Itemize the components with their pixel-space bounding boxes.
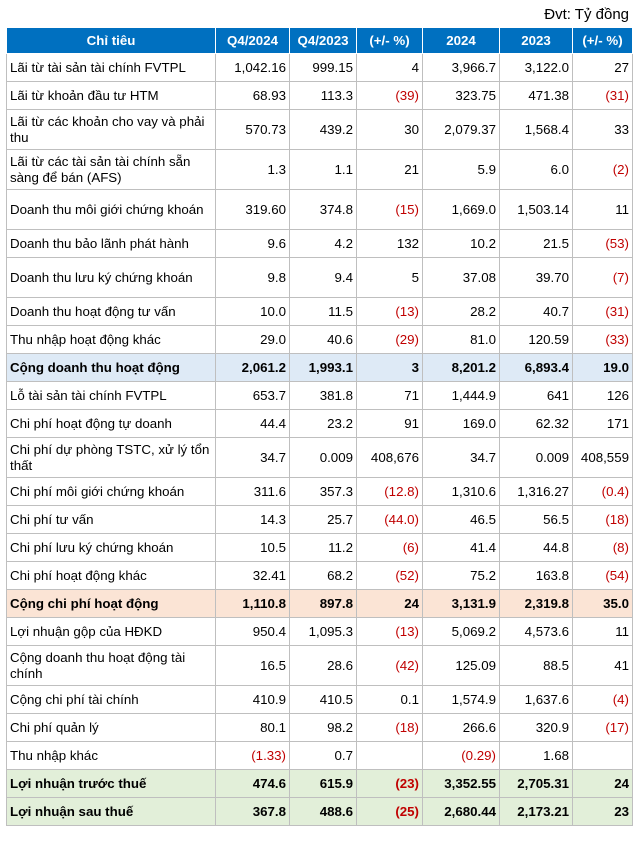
- value-cell: 25.7: [290, 506, 357, 534]
- value-cell: (13): [357, 618, 423, 646]
- value-cell: 40.7: [500, 298, 573, 326]
- value-cell: 3,352.55: [423, 770, 500, 798]
- table-row: [7, 82, 633, 110]
- row-label: Lãi từ các khoản cho vay và phải thu: [7, 110, 216, 150]
- value-cell: 44.4: [216, 410, 290, 438]
- value-cell: 11.5: [290, 298, 357, 326]
- row-label: Lãi từ các tài sản tài chính sẵn sàng để bán (AFS): [7, 150, 216, 190]
- value-cell: 34.7: [423, 438, 500, 478]
- value-cell: (18): [357, 714, 423, 742]
- value-cell: 410.5: [290, 686, 357, 714]
- value-cell: 98.2: [290, 714, 357, 742]
- value-cell: 56.5: [500, 506, 573, 534]
- row-label: Lãi từ khoản đầu tư HTM: [7, 82, 216, 110]
- value-cell: 24: [357, 590, 423, 618]
- header-indicator: Chỉ tiêu: [7, 28, 216, 54]
- value-cell: 8,201.2: [423, 354, 500, 382]
- value-cell: 28.2: [423, 298, 500, 326]
- value-cell: 320.9: [500, 714, 573, 742]
- value-cell: 80.1: [216, 714, 290, 742]
- value-cell: 88.5: [500, 646, 573, 686]
- table-row: [7, 410, 633, 438]
- value-cell: [357, 742, 423, 770]
- value-cell: (33): [573, 326, 633, 354]
- value-cell: 570.73: [216, 110, 290, 150]
- row-label: Chi phí lưu ký chứng khoán: [7, 534, 216, 562]
- value-cell: 32.41: [216, 562, 290, 590]
- value-cell: 897.8: [290, 590, 357, 618]
- table-row: [7, 478, 633, 506]
- table-header-row: [7, 28, 633, 54]
- value-cell: 113.3: [290, 82, 357, 110]
- value-cell: 24: [573, 770, 633, 798]
- header-q4-2024: Q4/2024: [216, 28, 290, 54]
- value-cell: 488.6: [290, 798, 357, 826]
- row-label: Thu nhập hoạt động khác: [7, 326, 216, 354]
- value-cell: 1,310.6: [423, 478, 500, 506]
- row-label: Thu nhập khác: [7, 742, 216, 770]
- value-cell: 410.9: [216, 686, 290, 714]
- value-cell: (12.8): [357, 478, 423, 506]
- table-row: [7, 618, 633, 646]
- value-cell: 2,173.21: [500, 798, 573, 826]
- value-cell: 126: [573, 382, 633, 410]
- table-row: [7, 110, 633, 150]
- table-row: [7, 590, 633, 618]
- table-row: [7, 506, 633, 534]
- value-cell: 641: [500, 382, 573, 410]
- value-cell: 163.8: [500, 562, 573, 590]
- header-q4-2023: Q4/2023: [290, 28, 357, 54]
- value-cell: 68.2: [290, 562, 357, 590]
- value-cell: 132: [357, 230, 423, 258]
- value-cell: 5,069.2: [423, 618, 500, 646]
- table-row: [7, 714, 633, 742]
- value-cell: 1,993.1: [290, 354, 357, 382]
- value-cell: (18): [573, 506, 633, 534]
- value-cell: (6): [357, 534, 423, 562]
- value-cell: 0.009: [290, 438, 357, 478]
- row-label: Chi phí tư vấn: [7, 506, 216, 534]
- row-label: Chi phí hoạt động tự doanh: [7, 410, 216, 438]
- value-cell: 28.6: [290, 646, 357, 686]
- value-cell: 23: [573, 798, 633, 826]
- value-cell: (7): [573, 258, 633, 298]
- value-cell: 1.68: [500, 742, 573, 770]
- value-cell: 1,110.8: [216, 590, 290, 618]
- value-cell: 374.8: [290, 190, 357, 230]
- table-row: [7, 326, 633, 354]
- value-cell: 1.3: [216, 150, 290, 190]
- value-cell: (15): [357, 190, 423, 230]
- row-label: Cộng chi phí hoạt động: [7, 590, 216, 618]
- value-cell: 2,319.8: [500, 590, 573, 618]
- value-cell: 1,669.0: [423, 190, 500, 230]
- value-cell: [573, 742, 633, 770]
- value-cell: 323.75: [423, 82, 500, 110]
- value-cell: 4,573.6: [500, 618, 573, 646]
- value-cell: (25): [357, 798, 423, 826]
- table-row: [7, 798, 633, 826]
- value-cell: 44.8: [500, 534, 573, 562]
- row-label: Chi phí hoạt động khác: [7, 562, 216, 590]
- table-body: [7, 54, 633, 826]
- value-cell: 266.6: [423, 714, 500, 742]
- value-cell: 3,122.0: [500, 54, 573, 82]
- table-row: [7, 258, 633, 298]
- value-cell: 311.6: [216, 478, 290, 506]
- value-cell: 91: [357, 410, 423, 438]
- value-cell: 474.6: [216, 770, 290, 798]
- value-cell: 1,095.3: [290, 618, 357, 646]
- value-cell: (13): [357, 298, 423, 326]
- table-row: [7, 646, 633, 686]
- value-cell: 11: [573, 190, 633, 230]
- value-cell: 2,061.2: [216, 354, 290, 382]
- value-cell: 9.8: [216, 258, 290, 298]
- value-cell: 29.0: [216, 326, 290, 354]
- header-quarter-change: (+/- %): [357, 28, 423, 54]
- unit-label: Đvt: Tỷ đồng: [544, 6, 629, 23]
- value-cell: 19.0: [573, 354, 633, 382]
- value-cell: 3,966.7: [423, 54, 500, 82]
- financial-table: [6, 27, 633, 826]
- value-cell: 0.1: [357, 686, 423, 714]
- value-cell: 3,131.9: [423, 590, 500, 618]
- value-cell: 1,574.9: [423, 686, 500, 714]
- value-cell: 14.3: [216, 506, 290, 534]
- value-cell: 171: [573, 410, 633, 438]
- row-label: Doanh thu lưu ký chứng khoán: [7, 258, 216, 298]
- value-cell: (0.29): [423, 742, 500, 770]
- header-year-change: (+/- %): [573, 28, 633, 54]
- value-cell: (42): [357, 646, 423, 686]
- value-cell: 5.9: [423, 150, 500, 190]
- value-cell: 41.4: [423, 534, 500, 562]
- value-cell: 1,316.27: [500, 478, 573, 506]
- row-label: Doanh thu hoạt động tư vấn: [7, 298, 216, 326]
- value-cell: (31): [573, 298, 633, 326]
- table-row: [7, 438, 633, 478]
- value-cell: (23): [357, 770, 423, 798]
- row-label: Lợi nhuận sau thuế: [7, 798, 216, 826]
- table-row: [7, 534, 633, 562]
- value-cell: 319.60: [216, 190, 290, 230]
- value-cell: 950.4: [216, 618, 290, 646]
- value-cell: 62.32: [500, 410, 573, 438]
- value-cell: 5: [357, 258, 423, 298]
- row-label: Cộng doanh thu hoạt động tài chính: [7, 646, 216, 686]
- row-label: Doanh thu môi giới chứng khoán: [7, 190, 216, 230]
- row-label: Cộng chi phí tài chính: [7, 686, 216, 714]
- value-cell: 2,680.44: [423, 798, 500, 826]
- table-row: [7, 770, 633, 798]
- value-cell: (53): [573, 230, 633, 258]
- value-cell: 30: [357, 110, 423, 150]
- value-cell: 40.6: [290, 326, 357, 354]
- value-cell: 615.9: [290, 770, 357, 798]
- row-label: Cộng doanh thu hoạt động: [7, 354, 216, 382]
- value-cell: 1,503.14: [500, 190, 573, 230]
- value-cell: 1,637.6: [500, 686, 573, 714]
- table-row: [7, 190, 633, 230]
- row-label: Chi phí môi giới chứng khoán: [7, 478, 216, 506]
- row-label: Chi phí dự phòng TSTC, xử lý tổn thất: [7, 438, 216, 478]
- value-cell: 10.0: [216, 298, 290, 326]
- value-cell: (54): [573, 562, 633, 590]
- value-cell: 1.1: [290, 150, 357, 190]
- value-cell: (31): [573, 82, 633, 110]
- value-cell: 75.2: [423, 562, 500, 590]
- value-cell: 381.8: [290, 382, 357, 410]
- value-cell: 1,444.9: [423, 382, 500, 410]
- value-cell: (44.0): [357, 506, 423, 534]
- row-label: Lỗ tài sản tài chính FVTPL: [7, 382, 216, 410]
- table-row: [7, 562, 633, 590]
- value-cell: 1,042.16: [216, 54, 290, 82]
- header-year-2023: 2023: [500, 28, 573, 54]
- value-cell: (2): [573, 150, 633, 190]
- value-cell: 46.5: [423, 506, 500, 534]
- value-cell: 21.5: [500, 230, 573, 258]
- value-cell: 9.4: [290, 258, 357, 298]
- value-cell: 125.09: [423, 646, 500, 686]
- value-cell: 16.5: [216, 646, 290, 686]
- value-cell: 471.38: [500, 82, 573, 110]
- value-cell: (39): [357, 82, 423, 110]
- value-cell: 41: [573, 646, 633, 686]
- value-cell: 2,079.37: [423, 110, 500, 150]
- value-cell: 21: [357, 150, 423, 190]
- value-cell: 1,568.4: [500, 110, 573, 150]
- value-cell: 81.0: [423, 326, 500, 354]
- table-row: [7, 54, 633, 82]
- value-cell: (52): [357, 562, 423, 590]
- value-cell: 0.7: [290, 742, 357, 770]
- row-label: Lãi từ tài sản tài chính FVTPL: [7, 54, 216, 82]
- value-cell: (4): [573, 686, 633, 714]
- header-year-2024: 2024: [423, 28, 500, 54]
- value-cell: 27: [573, 54, 633, 82]
- value-cell: 71: [357, 382, 423, 410]
- row-label: Chi phí quản lý: [7, 714, 216, 742]
- value-cell: 35.0: [573, 590, 633, 618]
- value-cell: 367.8: [216, 798, 290, 826]
- table-row: [7, 230, 633, 258]
- value-cell: 3: [357, 354, 423, 382]
- row-label: Lợi nhuận gộp của HĐKD: [7, 618, 216, 646]
- value-cell: 408,676: [357, 438, 423, 478]
- table-row: [7, 298, 633, 326]
- table-row: [7, 354, 633, 382]
- value-cell: 23.2: [290, 410, 357, 438]
- value-cell: (17): [573, 714, 633, 742]
- row-label: Doanh thu bảo lãnh phát hành: [7, 230, 216, 258]
- table-row: [7, 382, 633, 410]
- value-cell: 34.7: [216, 438, 290, 478]
- value-cell: 4.2: [290, 230, 357, 258]
- value-cell: 0.009: [500, 438, 573, 478]
- value-cell: (1.33): [216, 742, 290, 770]
- value-cell: 10.5: [216, 534, 290, 562]
- value-cell: 10.2: [423, 230, 500, 258]
- value-cell: 169.0: [423, 410, 500, 438]
- value-cell: 68.93: [216, 82, 290, 110]
- value-cell: 653.7: [216, 382, 290, 410]
- table-row: [7, 686, 633, 714]
- value-cell: 6.0: [500, 150, 573, 190]
- value-cell: 439.2: [290, 110, 357, 150]
- value-cell: (8): [573, 534, 633, 562]
- value-cell: 39.70: [500, 258, 573, 298]
- value-cell: (29): [357, 326, 423, 354]
- row-label: Lợi nhuận trước thuế: [7, 770, 216, 798]
- value-cell: 37.08: [423, 258, 500, 298]
- table-row: [7, 150, 633, 190]
- value-cell: 120.59: [500, 326, 573, 354]
- value-cell: 9.6: [216, 230, 290, 258]
- table-row: [7, 742, 633, 770]
- value-cell: 2,705.31: [500, 770, 573, 798]
- value-cell: 6,893.4: [500, 354, 573, 382]
- value-cell: 408,559: [573, 438, 633, 478]
- value-cell: 357.3: [290, 478, 357, 506]
- value-cell: 4: [357, 54, 423, 82]
- value-cell: 999.15: [290, 54, 357, 82]
- value-cell: 33: [573, 110, 633, 150]
- value-cell: 11.2: [290, 534, 357, 562]
- value-cell: 11: [573, 618, 633, 646]
- value-cell: (0.4): [573, 478, 633, 506]
